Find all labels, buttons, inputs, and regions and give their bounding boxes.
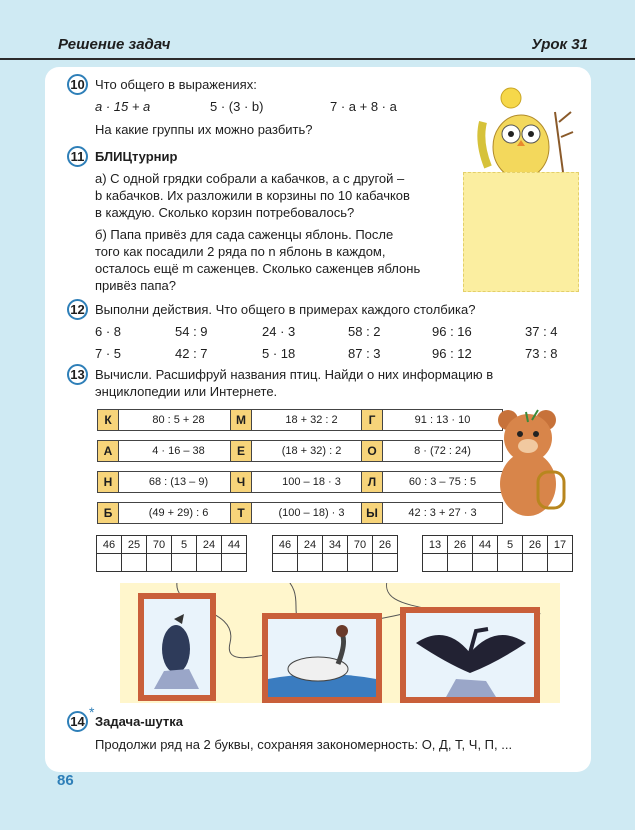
section-title: Решение задач bbox=[58, 36, 171, 53]
code-k bbox=[97, 409, 239, 431]
answer-number: 17 bbox=[548, 536, 573, 554]
code-expression: 68 : (13 – 9) bbox=[119, 471, 239, 493]
answer-number: 24 bbox=[197, 536, 222, 554]
answer-grid-2 bbox=[272, 535, 398, 573]
cormorant-icon bbox=[406, 613, 534, 697]
answer-cell[interactable] bbox=[122, 554, 147, 572]
code-letter: Л bbox=[361, 471, 383, 493]
code-letter: Ч bbox=[230, 471, 252, 493]
task-12-ex-1-1: 6 · 8 bbox=[95, 324, 122, 339]
bear-illustration bbox=[488, 402, 572, 522]
answer-number: 46 bbox=[273, 536, 298, 554]
expression-3: 7 · a + 8 · a bbox=[330, 99, 397, 114]
answer-cell[interactable] bbox=[97, 554, 122, 572]
task-13-number: 13 bbox=[67, 364, 88, 385]
task-11a-line-3: в каждую. Сколько корзин потребовалось? bbox=[95, 205, 355, 220]
answer-number: 44 bbox=[473, 536, 498, 554]
answer-grid-1 bbox=[96, 535, 247, 573]
code-e bbox=[230, 440, 372, 462]
task-14-number: 14 bbox=[67, 711, 88, 732]
answer-cell[interactable] bbox=[323, 554, 348, 572]
bird-frame-2 bbox=[262, 613, 382, 703]
code-expression: 100 – 18 · 3 bbox=[252, 471, 372, 493]
code-letter: Т bbox=[230, 502, 252, 524]
code-letter: О bbox=[361, 440, 383, 462]
task-11a-line-1: а) С одной грядки собрали a кабачков, а с другой – bbox=[95, 171, 405, 186]
code-ch bbox=[230, 471, 372, 493]
code-letter: А bbox=[97, 440, 119, 462]
notes-placeholder bbox=[463, 172, 579, 292]
code-letter: М bbox=[230, 409, 252, 431]
eagle-picture bbox=[144, 599, 210, 695]
code-o bbox=[361, 440, 503, 462]
task-12-ex-1-6: 37 : 4 bbox=[525, 324, 558, 339]
code-expression: 8 · (72 : 24) bbox=[383, 440, 503, 462]
answer-cell[interactable] bbox=[172, 554, 197, 572]
answer-cell[interactable] bbox=[222, 554, 247, 572]
answer-number: 44 bbox=[222, 536, 247, 554]
code-expression: 80 : 5 + 28 bbox=[119, 409, 239, 431]
code-l bbox=[361, 471, 503, 493]
task-11b-line-2: того как посадили 2 ряда по n яблонь в каждом, bbox=[95, 244, 386, 259]
answer-cell[interactable] bbox=[147, 554, 172, 572]
task-14-title: Задача-шутка bbox=[95, 714, 183, 729]
code-y bbox=[361, 502, 503, 524]
task-12-ex-2-1: 7 · 5 bbox=[95, 346, 122, 361]
header-divider bbox=[0, 58, 635, 60]
grebe-icon bbox=[268, 619, 376, 697]
task-12-ex-1-3: 24 · 3 bbox=[262, 324, 296, 339]
answer-number: 5 bbox=[172, 536, 197, 554]
answer-number: 26 bbox=[523, 536, 548, 554]
code-expression: 60 : 3 – 75 : 5 bbox=[383, 471, 503, 493]
task-12-ex-1-4: 58 : 2 bbox=[348, 324, 381, 339]
task-11-title: БЛИЦтурнир bbox=[95, 149, 178, 164]
code-letter: Е bbox=[230, 440, 252, 462]
answer-cell[interactable] bbox=[373, 554, 398, 572]
answer-cell[interactable] bbox=[298, 554, 323, 572]
task-12-ex-2-4: 87 : 3 bbox=[348, 346, 381, 361]
answer-number: 26 bbox=[448, 536, 473, 554]
code-expression: 42 : 3 + 27 · 3 bbox=[383, 502, 503, 524]
bird-frame-1 bbox=[138, 593, 216, 701]
task-11b-line-3: осталось ещё m саженцев. Сколько саженцев яблонь bbox=[95, 261, 421, 276]
code-n bbox=[97, 471, 239, 493]
code-expression: (49 + 29) : 6 bbox=[119, 502, 239, 524]
code-letter: Н bbox=[97, 471, 119, 493]
task-14-text: Продолжи ряд на 2 буквы, сохраняя закономерность: О, Д, Т, Ч, П, ... bbox=[95, 737, 513, 752]
owl-illustration bbox=[463, 82, 579, 182]
code-letter: Г bbox=[361, 409, 383, 431]
answer-number: 46 bbox=[97, 536, 122, 554]
code-g bbox=[361, 409, 503, 431]
cormorant-picture bbox=[406, 613, 534, 697]
task-12-number: 12 bbox=[67, 299, 88, 320]
code-t bbox=[230, 502, 372, 524]
answer-number: 70 bbox=[147, 536, 172, 554]
birds-illustration bbox=[120, 583, 560, 703]
task-11-number: 11 bbox=[67, 146, 88, 167]
code-expression: 91 : 13 · 10 bbox=[383, 409, 503, 431]
answer-cell[interactable] bbox=[348, 554, 373, 572]
code-letter: К bbox=[97, 409, 119, 431]
task-12-ex-1-2: 54 : 9 bbox=[175, 324, 208, 339]
task-10-question: Что общего в выражениях: bbox=[95, 77, 257, 92]
code-expression: (100 – 18) · 3 bbox=[252, 502, 372, 524]
task-12-question: Выполни действия. Что общего в примерах каждого столбика? bbox=[95, 302, 476, 317]
code-a bbox=[97, 440, 239, 462]
task-11b-line-4: привёз папа? bbox=[95, 278, 177, 293]
task-12-ex-2-5: 96 : 12 bbox=[432, 346, 472, 361]
eagle-icon bbox=[144, 599, 210, 695]
answer-cell[interactable] bbox=[523, 554, 548, 572]
code-expression: (18 + 32) : 2 bbox=[252, 440, 372, 462]
task-13-line-1: Вычисли. Расшифруй названия птиц. Найди о них информацию в bbox=[95, 367, 494, 382]
answer-grid-3 bbox=[422, 535, 573, 573]
task-12-ex-2-3: 5 · 18 bbox=[262, 346, 296, 361]
code-b bbox=[97, 502, 239, 524]
answer-number: 24 bbox=[298, 536, 323, 554]
answer-cell[interactable] bbox=[473, 554, 498, 572]
answer-cell[interactable] bbox=[548, 554, 573, 572]
code-expression: 4 · 16 – 38 bbox=[119, 440, 239, 462]
answer-number: 5 bbox=[498, 536, 523, 554]
answer-number: 25 bbox=[122, 536, 147, 554]
page-number: 86 bbox=[57, 772, 74, 789]
answer-number: 26 bbox=[373, 536, 398, 554]
task-11a-line-2: b кабачков. Их разложили в корзины по 10 кабачков bbox=[95, 188, 410, 203]
grebe-picture bbox=[268, 619, 376, 697]
code-expression: 18 + 32 : 2 bbox=[252, 409, 372, 431]
lesson-label: Урок 31 bbox=[531, 36, 588, 53]
answer-cell[interactable] bbox=[448, 554, 473, 572]
task-13-line-2: энциклопедии или Интернете. bbox=[95, 384, 278, 399]
code-letter: Б bbox=[97, 502, 119, 524]
expression-2: 5 · (3 · b) bbox=[210, 99, 264, 114]
task-12-ex-2-6: 73 : 8 bbox=[525, 346, 558, 361]
page-header bbox=[0, 22, 635, 64]
answer-number: 70 bbox=[348, 536, 373, 554]
answer-number: 13 bbox=[423, 536, 448, 554]
answer-cell[interactable] bbox=[273, 554, 298, 572]
star-mark: * bbox=[89, 704, 95, 720]
answer-cell[interactable] bbox=[423, 554, 448, 572]
task-10-number: 10 bbox=[67, 74, 88, 95]
task-12-ex-2-2: 42 : 7 bbox=[175, 346, 208, 361]
code-m bbox=[230, 409, 372, 431]
answer-cell[interactable] bbox=[498, 554, 523, 572]
task-12-ex-1-5: 96 : 16 bbox=[432, 324, 472, 339]
expression-1: a · 15 + a bbox=[95, 99, 151, 114]
answer-cell[interactable] bbox=[197, 554, 222, 572]
task-11b-line-1: б) Папа привёз для сада саженцы яблонь. После bbox=[95, 227, 394, 242]
code-letter: Ы bbox=[361, 502, 383, 524]
task-10-subquestion: На какие группы их можно разбить? bbox=[95, 122, 313, 137]
answer-number: 34 bbox=[323, 536, 348, 554]
bird-frame-3 bbox=[400, 607, 540, 703]
